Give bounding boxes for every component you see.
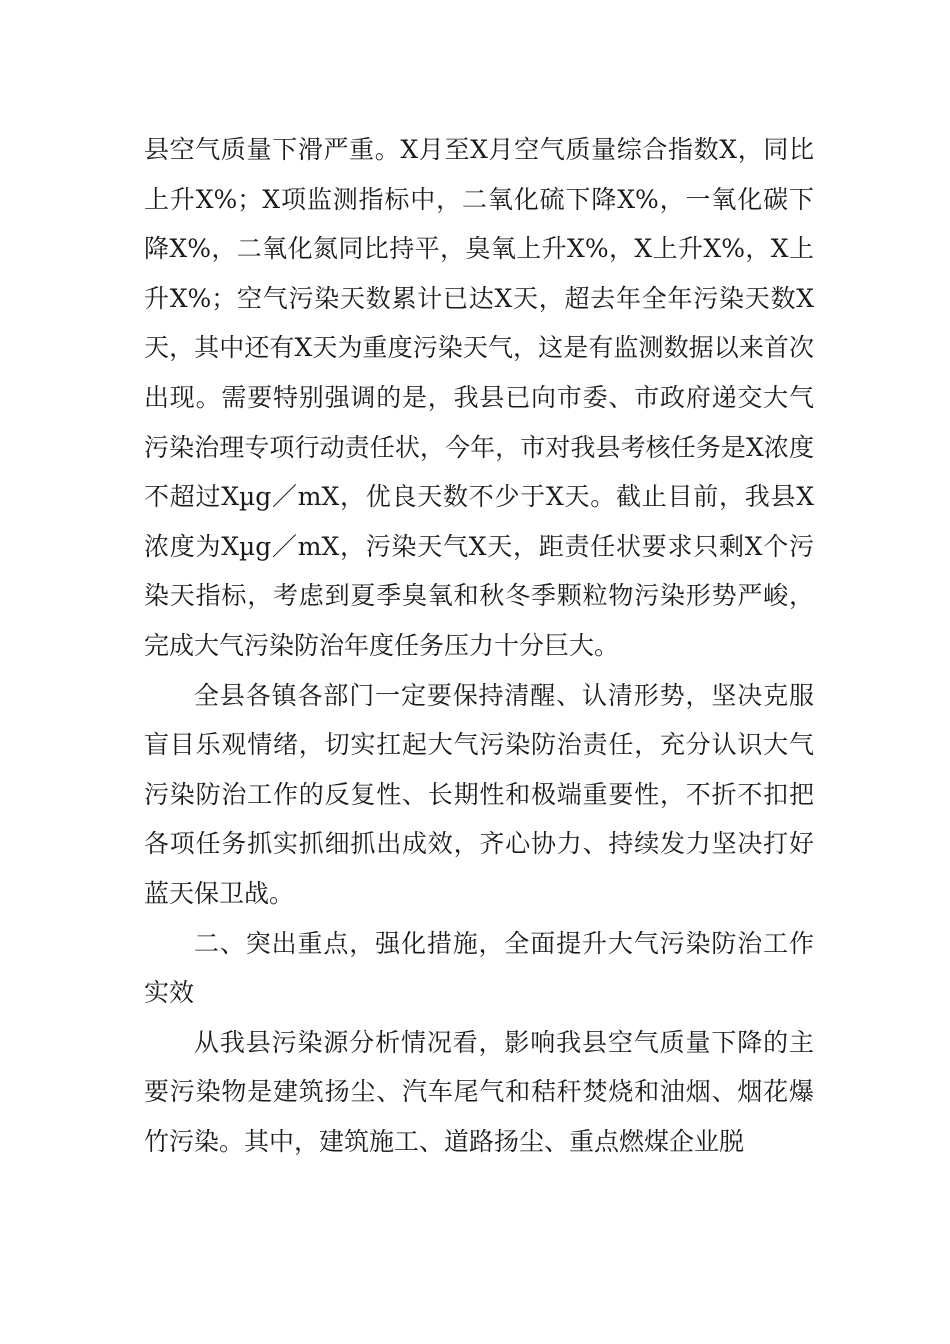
document-body: [144, 125, 814, 1166]
paragraph-call-to-action: 全县各镇各部门一定要保持清醒、认清形势，坚决克服盲目乐观情绪，切实扛起大气污染防治责任，充分认识大气污染防治工作的反复性、长期性和极端重要性，不折不扣把各项任务抓实抓细抓出成效，齐心协力、持续发力坚决打好蓝天保卫战。: [144, 680, 814, 908]
paragraph-air-quality-status: 县空气质量下滑严重。X月至X月空气质量综合指数X，同比上升X%；X项监测指标中，二氧化硫下降X%，一氧化碳下降X%，二氧化氮同比持平，臭氧上升X%，X上升X%，X上升X%；空气污染天数累计已达X天，超去年全年污染天数X天，其中还有X天为重度污染天气，这是有监测数据以来首次出现。需要特别强调的是，我县已向市委、市政府递交大气污染治理专项行动责任状，今年，市对我县考核任务是X浓度不超过Xµg／mX，优良天数不少于X天。截止目前，我县X浓度为Xµg／mX，污染天气X天，距责任状要求只剩X个污染天指标，考虑到夏季臭氧和秋冬季颗粒物污染形势严峻，完成大气污染防治年度任务压力十分巨大。: [144, 135, 814, 660]
section-heading-2: 二、突出重点，强化措施，全面提升大气污染防治工作实效: [144, 928, 814, 1008]
paragraph-pollution-sources: 从我县污染源分析情况看，影响我县空气质量下降的主要污染物是建筑扬尘、汽车尾气和秸秆焚烧和油烟、烟花爆竹污染。其中，建筑施工、道路扬尘、重点燃煤企业脱: [144, 1027, 814, 1156]
